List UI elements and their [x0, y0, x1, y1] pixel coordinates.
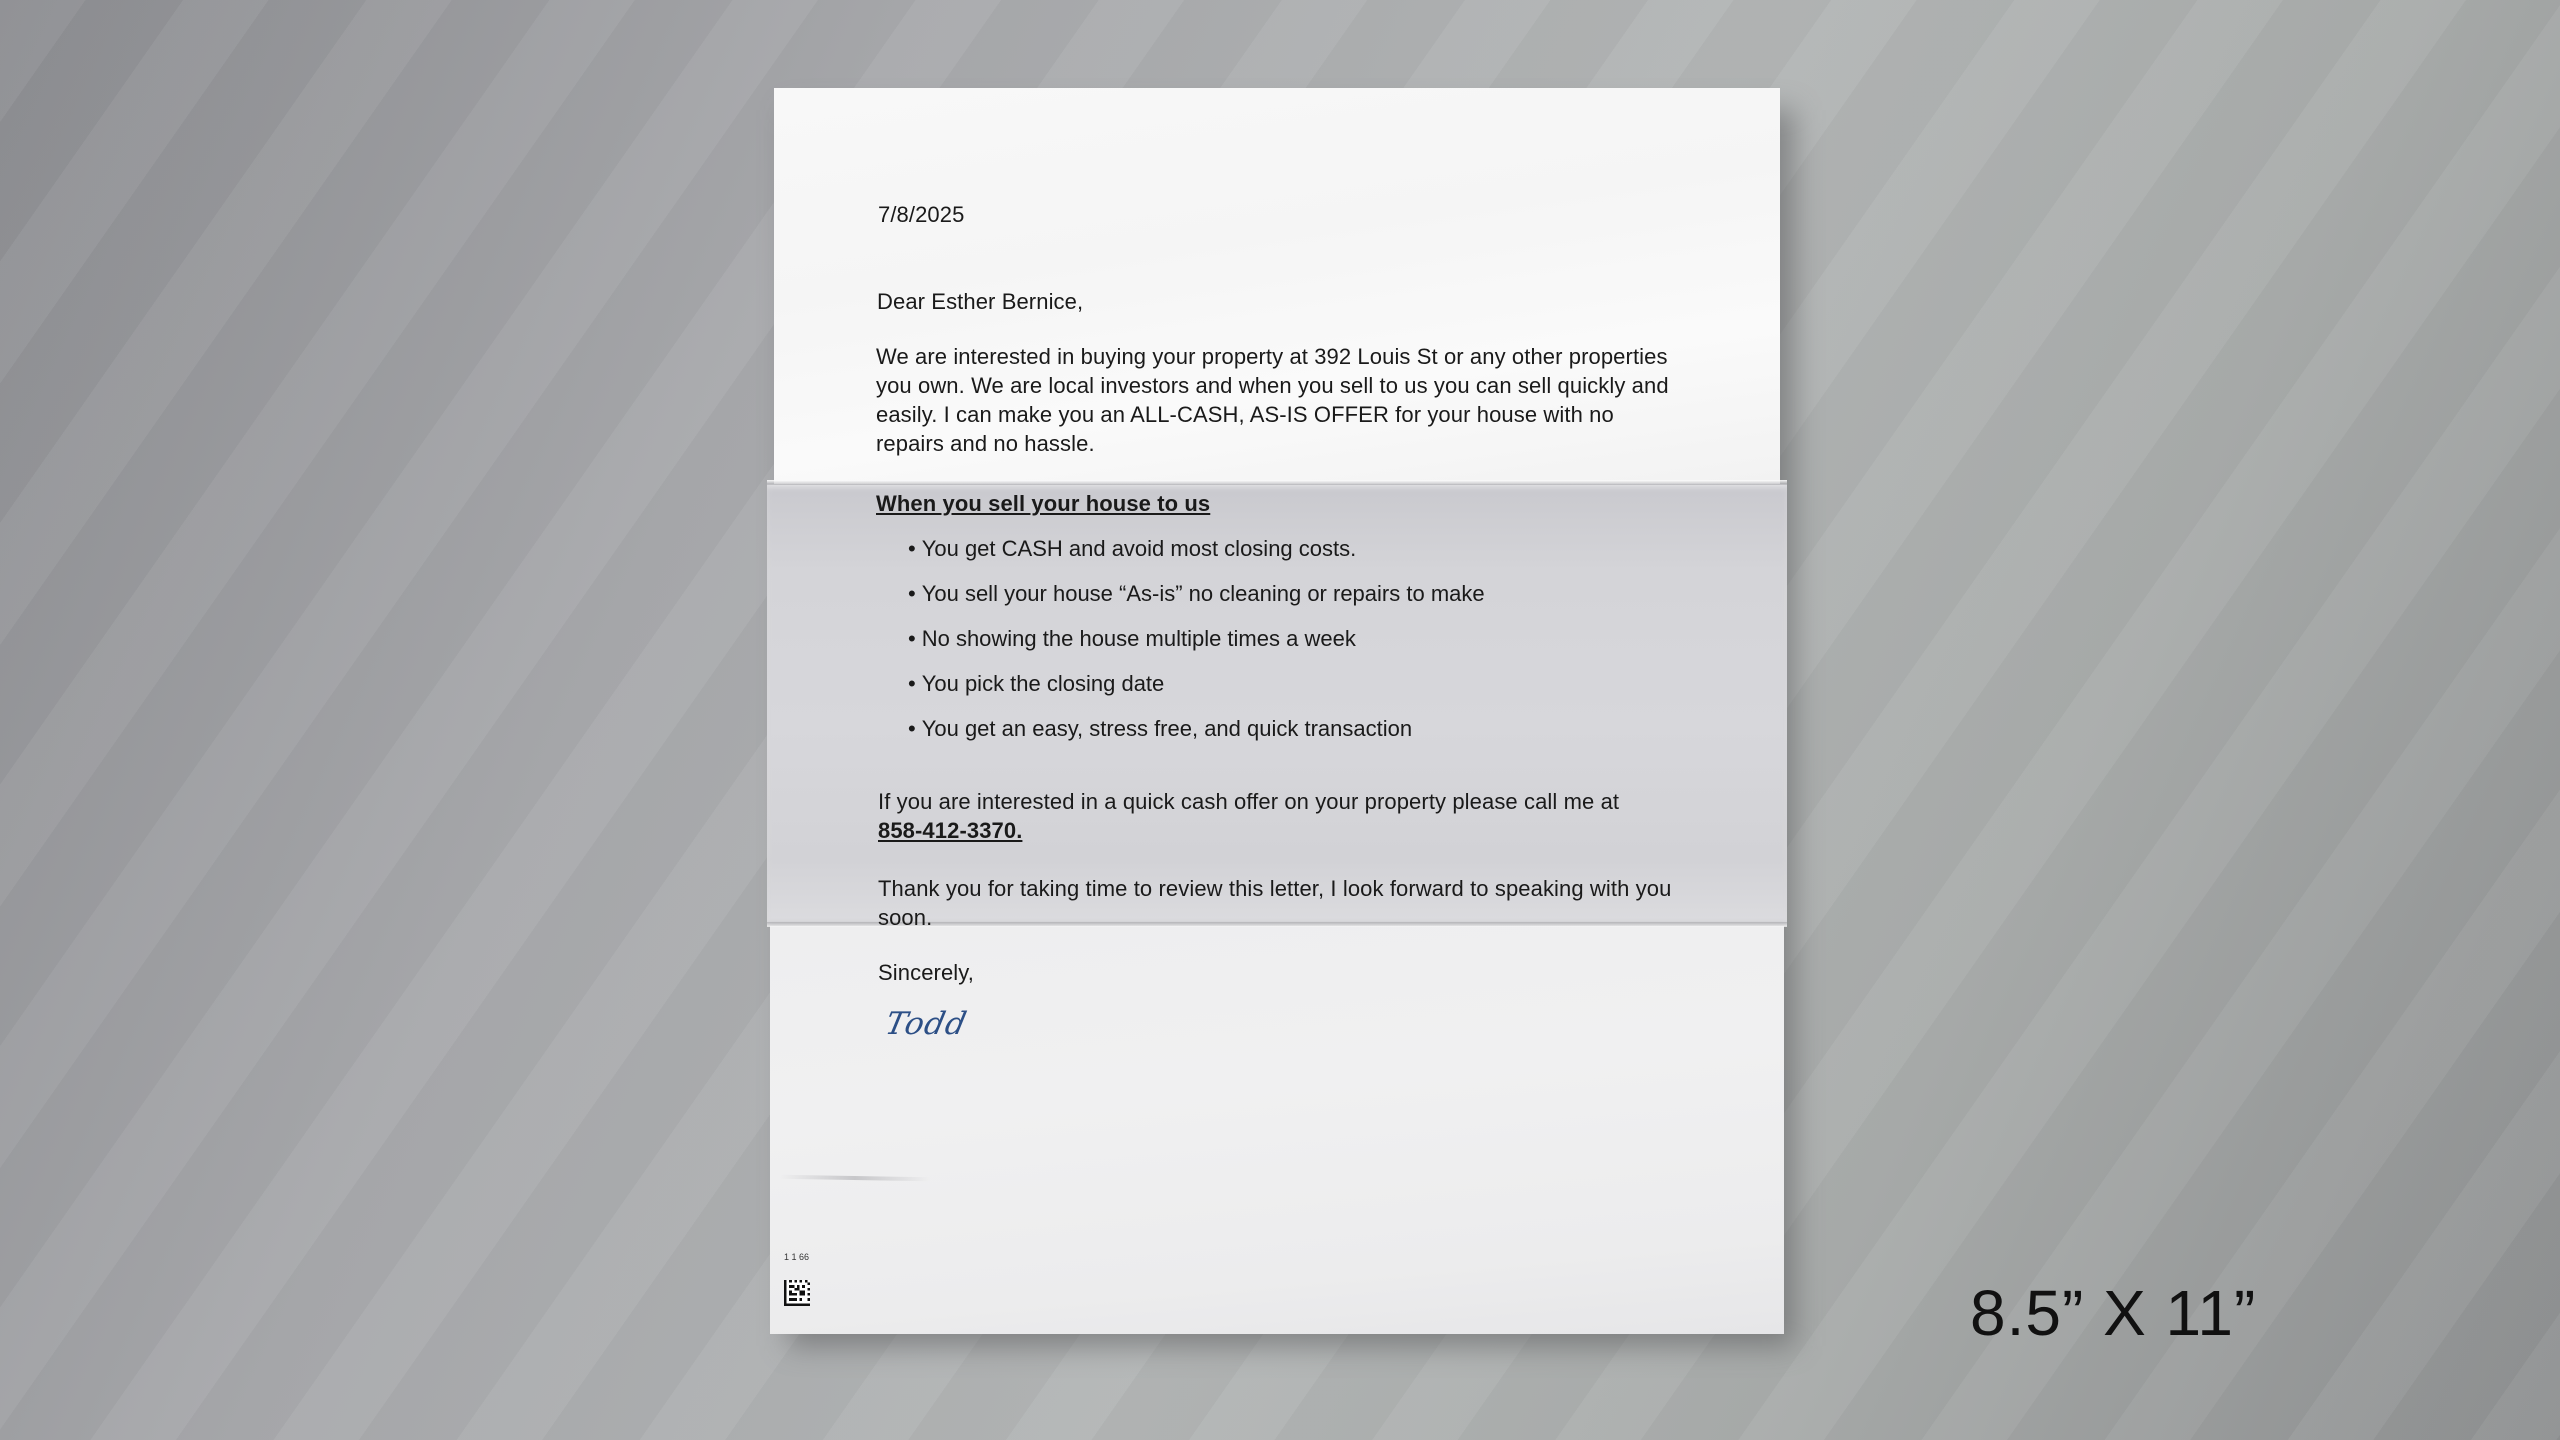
bullet-icon: •: [908, 716, 916, 741]
letter-bottom-panel: [770, 926, 1784, 1334]
bullet-icon: •: [908, 671, 916, 696]
call-paragraph: If you are interested in a quick cash offer on your property please call me at 858-412-3370.: [878, 789, 1620, 843]
handwritten-signature: Todd: [882, 1006, 971, 1042]
data-matrix-code-icon: [784, 1280, 810, 1306]
letter-closing: Sincerely,: [878, 960, 974, 985]
bullet-icon: •: [908, 581, 916, 606]
paper-size-label: 8.5” X 11”: [1970, 1277, 2257, 1349]
benefits-heading: When you sell your house to us: [876, 491, 1211, 516]
benefit-item: • You sell your house “As-is” no cleaning or repairs to make: [908, 581, 1485, 606]
mail-code-number: 1 1 66: [784, 1252, 810, 1262]
benefits-list: [908, 534, 1485, 759]
benefit-item: • You get an easy, stress free, and quick transaction: [908, 716, 1413, 741]
bullet-icon: •: [908, 626, 916, 651]
phone-number: 858-412-3370.: [878, 818, 1023, 843]
letter-date: 7/8/2025: [878, 202, 965, 227]
benefit-item: • You pick the closing date: [908, 671, 1165, 696]
thanks-paragraph: Thank you for taking time to review this letter, I look forward to speaking with you soon.: [878, 876, 1672, 930]
benefit-item: • No showing the house multiple times a week: [908, 626, 1356, 651]
letter-salutation: Dear Esther Bernice,: [877, 289, 1084, 314]
letter-mockup: [770, 88, 1786, 1334]
benefit-item: • You get CASH and avoid most closing costs.: [908, 536, 1357, 561]
intro-paragraph: We are interested in buying your property at 392 Louis St or any other properties you own. We are local investors and when you sell to us you can sell quickly and easily. I can make you an ALL-CASH, AS-IS OFFER for your house with no repairs and no hassle.: [876, 344, 1669, 456]
fold-crease-upper: [767, 480, 1787, 485]
bullet-icon: •: [908, 536, 916, 561]
